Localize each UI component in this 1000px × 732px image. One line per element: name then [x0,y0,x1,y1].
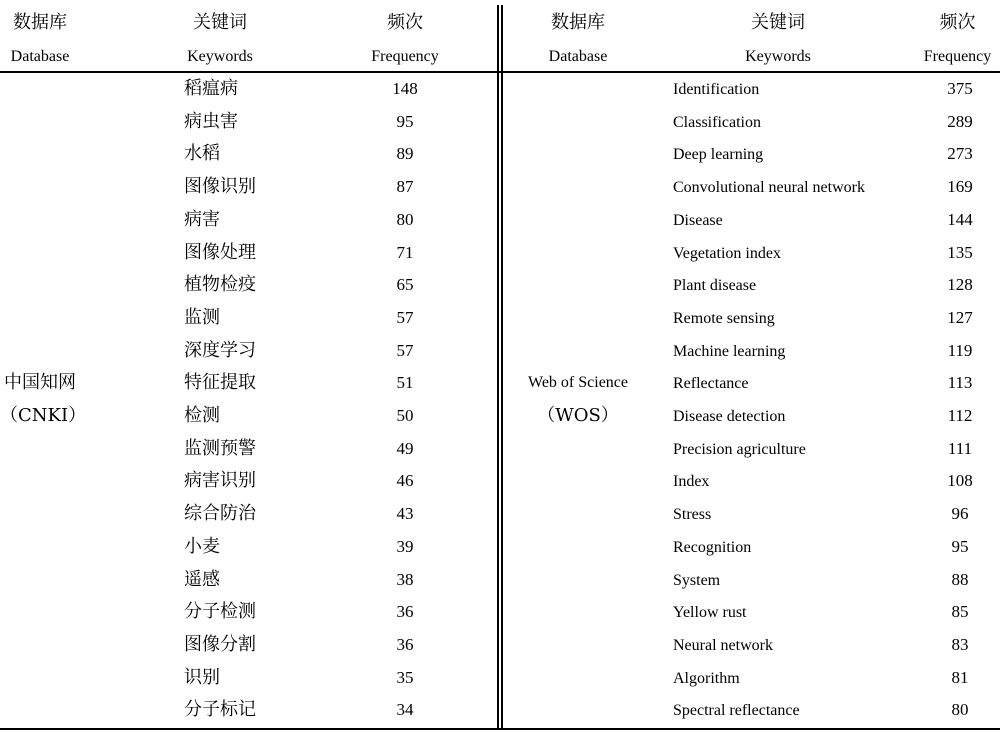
keyword-cell: Classification [673,114,761,131]
frequency-cell: 65 [396,275,414,294]
frequency-cell: 80 [396,210,414,229]
header-freq-en-left: Frequency [371,48,439,65]
keyword-cell: 识别 [184,667,220,688]
keyword-cell: 病害识别 [184,470,256,491]
frequency-cell: 111 [947,439,973,458]
frequency-cell: 119 [947,341,973,360]
frequency-cell: 108 [947,471,973,490]
keyword-cell: 分子标记 [184,699,256,720]
header-db-zh-right: 数据库 [551,12,605,33]
divider-line-left [497,5,499,728]
frequency-cell: 144 [947,210,973,229]
keyword-cell: Remote sensing [673,310,775,327]
cnki-abbr: （CNKI） [0,405,87,426]
frequency-cell: 81 [951,668,969,687]
header-kw-zh-right: 关键词 [751,12,805,33]
frequency-cell: 127 [947,308,973,327]
header-db-zh-left: 数据库 [13,12,67,33]
keyword-cell: Yellow rust [673,604,747,621]
frequency-cell: 50 [396,406,414,425]
frequency-cell: 49 [396,439,414,458]
keyword-cell: 图像识别 [184,176,256,197]
frequency-cell: 34 [396,700,414,719]
keyword-cell: Neural network [673,637,773,654]
keyword-cell: Reflectance [673,375,749,392]
keyword-cell: Recognition [673,539,752,556]
keyword-cell: 植物检疫 [184,274,256,295]
divider-line-right [501,5,503,728]
frequency-cell: 57 [396,308,414,327]
keyword-cell: 稻瘟病 [184,78,238,99]
frequency-cell: 80 [951,700,969,719]
frequency-cell: 113 [947,373,973,392]
frequency-cell: 169 [947,177,973,196]
keyword-cell: Machine learning [673,343,786,360]
keyword-cell: Index [673,473,710,490]
frequency-cell: 35 [396,668,414,687]
frequency-cell: 135 [947,243,973,262]
frequency-cell: 273 [947,144,973,163]
frequency-cell: 95 [951,537,969,556]
wos-name: Web of Science [528,374,628,391]
keyword-cell: 病害 [184,209,220,230]
header-db-en-left: Database [10,48,70,65]
bottom-rule [0,728,1000,730]
keyword-cell: 病虫害 [184,111,238,132]
header-rule [0,71,1000,73]
keyword-cell: Precision agriculture [673,441,806,458]
keyword-cell: 分子检测 [184,601,256,622]
frequency-cell: 96 [951,504,969,523]
keyword-cell: Algorithm [673,670,740,687]
frequency-cell: 36 [396,602,414,621]
header-freq-zh-right: 频次 [939,12,976,33]
header-freq-en-right: Frequency [923,48,992,65]
frequency-cell: 87 [396,177,414,196]
keyword-cell: System [673,572,721,589]
keyword-cell: 监测预警 [184,438,256,459]
keyword-cell: Vegetation index [673,245,781,262]
frequency-cell: 85 [951,602,969,621]
frequency-cell: 95 [396,112,414,131]
keyword-cell: Convolutional neural network [673,179,865,196]
cnki-name: 中国知网 [4,372,76,393]
frequency-cell: 46 [396,471,414,490]
keyword-cell: 特征提取 [184,372,256,393]
header-freq-zh-left: 频次 [387,12,423,33]
wos-abbr: （WOS） [537,405,619,426]
frequency-cell: 38 [396,570,414,589]
keyword-cell: Identification [673,81,760,98]
frequency-cell: 128 [947,275,973,294]
frequency-cell: 375 [947,79,973,98]
keyword-cell: 综合防治 [184,503,256,524]
keyword-cell: 图像处理 [184,242,256,263]
keyword-cell: Plant disease [673,277,757,294]
frequency-cell: 89 [396,144,414,163]
keyword-cell: 小麦 [184,536,220,557]
header-kw-en-left: Keywords [187,48,253,65]
keyword-cell: Stress [673,506,712,523]
frequency-cell: 71 [396,243,414,262]
frequency-cell: 112 [947,406,973,425]
keyword-cell: Spectral reflectance [673,702,800,719]
frequency-cell: 83 [951,635,969,654]
keyword-cell: 水稻 [184,143,220,164]
frequency-cell: 88 [951,570,969,589]
frequency-cell: 39 [396,537,414,556]
keyword-cell: Disease [673,212,723,229]
frequency-cell: 57 [396,341,414,360]
keyword-cell: 监测 [184,307,220,328]
keyword-cell: 检测 [184,405,220,426]
header-db-en-right: Database [548,48,608,65]
header-kw-zh-left: 关键词 [193,12,247,33]
header-kw-en-right: Keywords [745,48,811,65]
frequency-cell: 148 [392,79,418,98]
frequency-cell: 36 [396,635,414,654]
keyword-cell: 遥感 [184,569,220,590]
keyword-cell: 深度学习 [184,340,256,361]
keyword-cell: 图像分割 [184,634,256,655]
frequency-cell: 51 [396,373,414,392]
frequency-cell: 289 [947,112,973,131]
frequency-cell: 43 [396,504,414,523]
keyword-cell: Deep learning [673,146,764,163]
keyword-cell: Disease detection [673,408,786,425]
